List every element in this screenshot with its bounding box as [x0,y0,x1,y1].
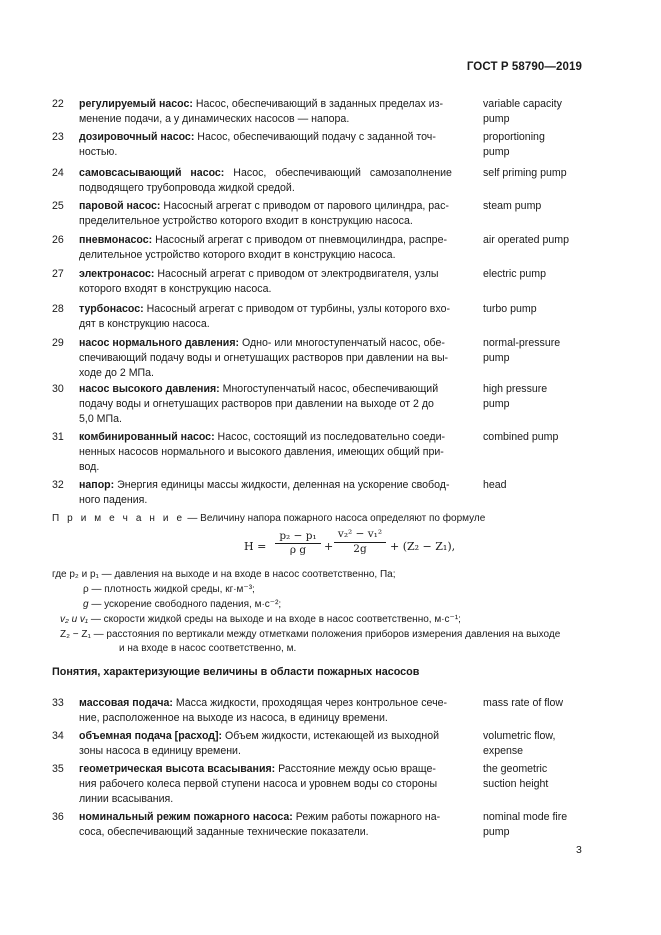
entry-term: самовсасывающий насос: [79,167,225,179]
entry-english: steam pump [483,200,542,212]
where-item: v₂ и v₁ — скорости жидкой среды на выходе и на входе в насос соответственно, м·с⁻¹; [60,614,461,625]
entry-english: variable capacity pump [483,98,562,125]
entry-definition: комбинированный насос: Насос, состоящий из последовательно соеди- ненных насосов нормального и высокого давления, имеющих общий при- вод. [79,431,446,473]
formula-tail: + (Z₂ − Z₁), [390,540,456,553]
entry-english: high pressure pump [483,383,548,410]
entry-number: 29 [52,337,64,349]
entry-term: комбинированный насос: [79,431,215,443]
entry-term: массовая подача: [79,697,173,709]
entry-number: 23 [52,131,64,143]
entry-number: 35 [52,763,64,775]
entry-number: 30 [52,383,64,395]
entry-english: mass rate of flow [483,697,564,709]
entry-definition: дозировочный насос: Насос, обеспечивающий подачу с заданной точ- ностью. [79,131,436,158]
note [52,512,582,526]
entry-definition: массовая подача: Масса жидкости, проходящая через контрольное сече- ние, расположенное на выходе из насоса, в единицу времени. [79,697,448,724]
entry-term: пневмонасос: [79,234,153,246]
document-header: ГОСТ Р 58790—2019 [466,61,582,73]
note-label: П р и м е ч а н и е [52,513,185,524]
entry-number: 22 [52,98,64,110]
where-item: g — ускорение свободного падения, м·с⁻²; [83,599,282,610]
entry-term: насос высокого давления: [79,383,220,395]
entry-english: air operated pump [483,234,569,246]
note-text: — Величину напора пожарного насоса определяют по формуле [184,513,486,524]
entry-number: 31 [52,431,64,443]
entry-term: паровой насос: [79,200,161,212]
entry-definition: номинальный режим пожарного насоса: Режим работы пожарного на- соса, обеспечивающий заданные технические показатели. [79,811,441,838]
entry-number: 28 [52,303,64,315]
entry-definition: насос нормального давления: Одно- или многоступенчатый насос, обе- спечивающий подачу воды и огнетушащих растворов при давлении на вы- ходе до 2 МПа. [79,337,449,379]
entry-definition: самовсасывающий насос: Насос, обеспечивающий самозаполнение подводящего трубопровода жидкой средой. [79,167,452,194]
entry-definition: пневмонасос: Насосный агрегат с приводом от пневмоцилиндра, распре- делительное устройство которого входит в конструкцию насоса. [79,234,447,261]
entry-english: normal-pressure pump [483,337,561,364]
formula-fraction-velocity: $\frac{\text{v₂² − v₁²}}{2g}$ [334,527,386,556]
entry-term: напор: [79,479,115,491]
entry-definition: электронасос: Насосный агрегат с приводом от электродвигателя, узлы которого входят в конструкцию насоса. [79,268,439,295]
entry-term: номинальный режим пожарного насоса: [79,811,293,823]
entry-english: head [483,479,507,491]
entry-number: 25 [52,200,64,212]
entry-english: volumetric flow, expense [483,730,556,757]
entry-definition: геометрическая высота всасывания: Расстояние между осью враще- ния рабочего колеса первой ступени насоса и уровнем воды со стороны линии всасывания. [79,763,438,805]
entry-number: 26 [52,234,64,246]
entry-english: nominal mode fire pump [483,811,568,838]
entry-term: объемная подача [расход]: [79,730,223,742]
entry-definition: паровой насос: Насосный агрегат с приводом от парового цилиндра, рас- пределительное устройство которого входит в конструкцию насоса. [79,200,449,227]
entry-english: proportioning pump [483,131,545,158]
entry-definition: турбонасос: Насосный агрегат с приводом от турбины, узлы которого вхо- дят в конструкцию насоса. [79,303,451,330]
entry-english: turbo pump [483,303,537,315]
entry-definition: насос высокого давления: Многоступенчатый насос, обеспечивающий подачу воды и огнетушащих растворов при давлении на выходе от 2 до 5,0 МПа. [79,383,439,425]
entry-number: 34 [52,730,64,742]
entry-number: 33 [52,697,64,709]
section-heading: Понятия, характеризующие величины в области пожарных насосов [52,666,420,678]
entry-term: регулируемый насос: [79,98,193,110]
entry-english: self priming pump [483,167,567,179]
entry-term: турбонасос: [79,303,144,315]
entry-english: combined pump [483,431,559,443]
where-item: ρ — плотность жидкой среды, кг·м⁻³; [83,584,255,595]
entry-english: electric pump [483,268,546,280]
page-number: 3 [576,844,582,856]
entry-term: дозировочный насос: [79,131,195,143]
where-item: Z₂ − Z₁ — расстояния по вертикали между отметками положения приборов измерения давления на выходе и на входе в насос соответственно, м. [60,629,561,654]
entry-term: геометрическая высота всасывания: [79,763,276,775]
where-item: где p₂ и p₁ — давления на выходе и на входе в насос соответственно, Па; [52,569,396,580]
entry-term: насос нормального давления: [79,337,240,349]
formula-fraction-pressure: $\frac{\text{p₂ − p₁}}{\text{ρ g}}$ [275,530,321,557]
entry-definition: объемная подача [расход]: Объем жидкости, истекающей из выходной зоны насоса в единицу времени. [79,730,440,757]
entry-definition: напор: Энергия единицы массы жидкости, деленная на ускорение свобод- ного падения. [79,479,450,506]
entry-number: 24 [52,167,64,179]
entry-number: 27 [52,268,64,280]
formula-lhs: H = [244,540,267,553]
entry-number: 32 [52,479,64,491]
entry-term: электронасос: [79,268,155,280]
entry-english: the geometric suction height [483,763,549,790]
entry-definition: регулируемый насос: Насос, обеспечивающий в заданных пределах из- менение подачи, а у динамических насосов — напора. [79,98,444,125]
entry-number: 36 [52,811,64,823]
